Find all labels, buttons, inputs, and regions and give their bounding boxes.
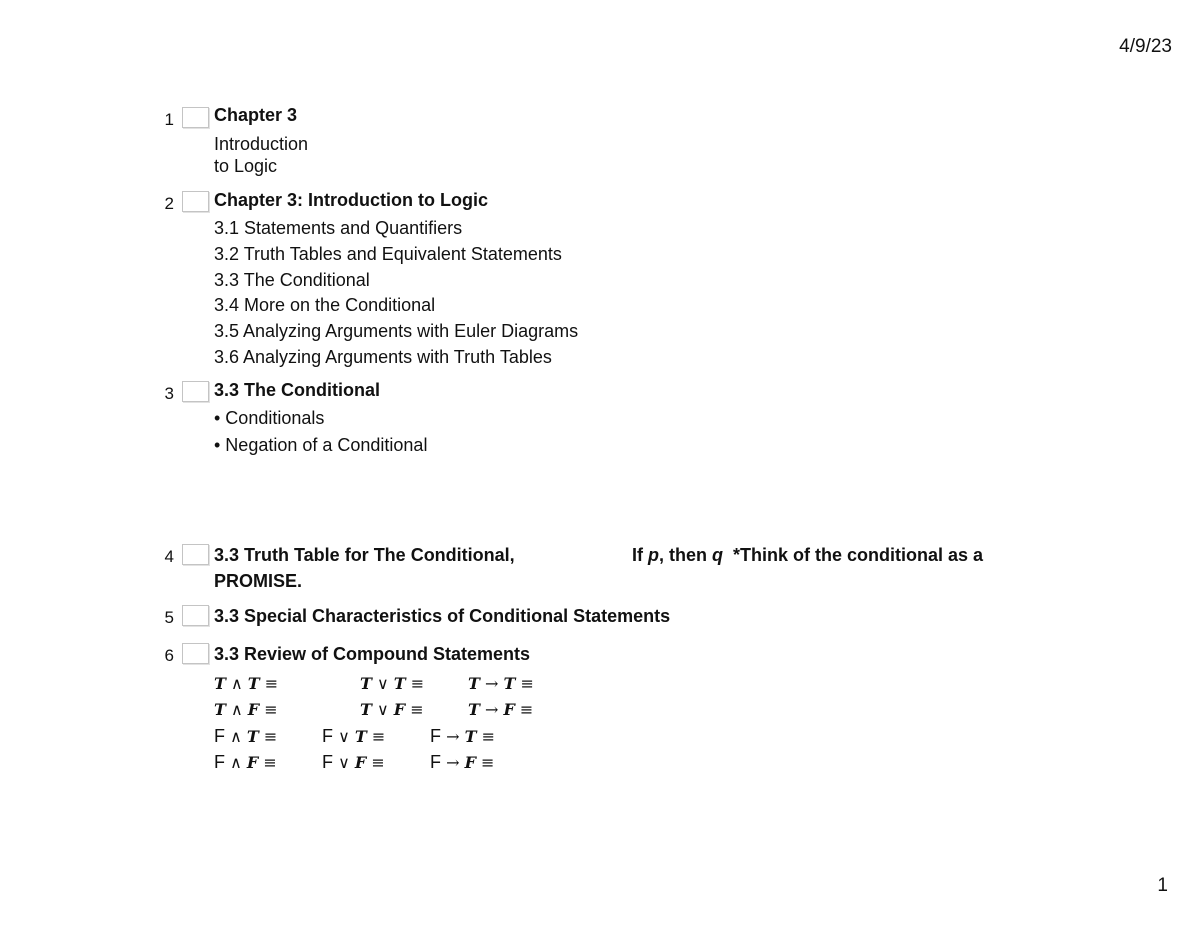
variable-p: p [648,545,659,565]
expr-row1-col2: T ∨ T ≡ [360,674,425,693]
then-text: , then [659,545,712,565]
slide-title: 3.3 Truth Table for The Conditional, [214,545,515,565]
slide-number: 4 [164,547,174,566]
date-header: 4/9/23 [1119,36,1172,57]
slide-title-part: : Introduction to Logic [297,190,488,210]
variable-q: q [712,545,723,565]
slide-number: 5 [164,608,174,627]
expr-row3-col2: F ∨ T ≡ [322,726,386,746]
slide-title-continuation: PROMISE. [214,571,303,591]
slide-number: 6 [164,646,174,665]
expr-row2-col2: T ∨ F ≡ [360,700,424,719]
expr-row2-col3: T → F ≡ [468,700,534,719]
slide-title-promise [632,545,983,566]
slide-number: 2 [164,194,174,213]
slide-line: 3.3 The Conditional [214,270,370,290]
expr-row1-col1: T ∧ T ≡ [214,674,279,693]
slide-number: 3 [164,384,174,403]
expr-row2-col1: T ∧ F ≡ [214,700,278,719]
page-number: 1 [1157,875,1168,896]
slide-line: 3.5 Analyzing Arguments with Euler Diagrams [214,321,579,341]
slide-thumbnail[interactable] [182,107,209,128]
bullet-item: • Conditionals [214,408,325,428]
slide-line: 3.4 More on the Conditional [214,295,436,315]
expr-row3-col3: F → T ≡ [430,726,495,746]
slide-title: 3.3 Special Characteristics of Conditional Statements [214,606,671,626]
slide-line: 3.1 Statements and Quantifiers [214,218,463,238]
slide-title: 3.3 The Conditional [214,380,381,400]
slide-thumbnail[interactable] [182,544,209,565]
if-text: If [632,545,648,565]
expr-row1-col3: T → T ≡ [468,674,534,693]
slide-title: Chapter 3 [214,105,298,125]
expr-row4-col3: F → F ≡ [430,752,495,772]
slide-thumbnail[interactable] [182,643,209,664]
slide-line: to Logic [214,156,278,176]
slide-line: Introduction [214,134,309,154]
slide-thumbnail[interactable] [182,605,209,626]
slide-line: 3.6 Analyzing Arguments with Truth Tables [214,347,552,367]
expr-row3-col1: F ∧ T ≡ [214,726,278,746]
slide-thumbnail[interactable] [182,381,209,402]
bullet-item: • Negation of a Conditional [214,435,428,455]
expr-row4-col1: F ∧ F ≡ [214,752,277,772]
slide-thumbnail[interactable] [182,191,209,212]
slide-title [214,190,488,211]
slide-title-part: Chapter 3 [214,190,298,210]
expr-row4-col2: F ∨ F ≡ [322,752,385,772]
promise-note: *Think of the conditional as a [723,545,984,565]
slide-title: 3.3 Review of Compound Statements [214,644,531,664]
slide-number: 1 [164,110,174,129]
slide-line: 3.2 Truth Tables and Equivalent Statements [214,244,562,264]
